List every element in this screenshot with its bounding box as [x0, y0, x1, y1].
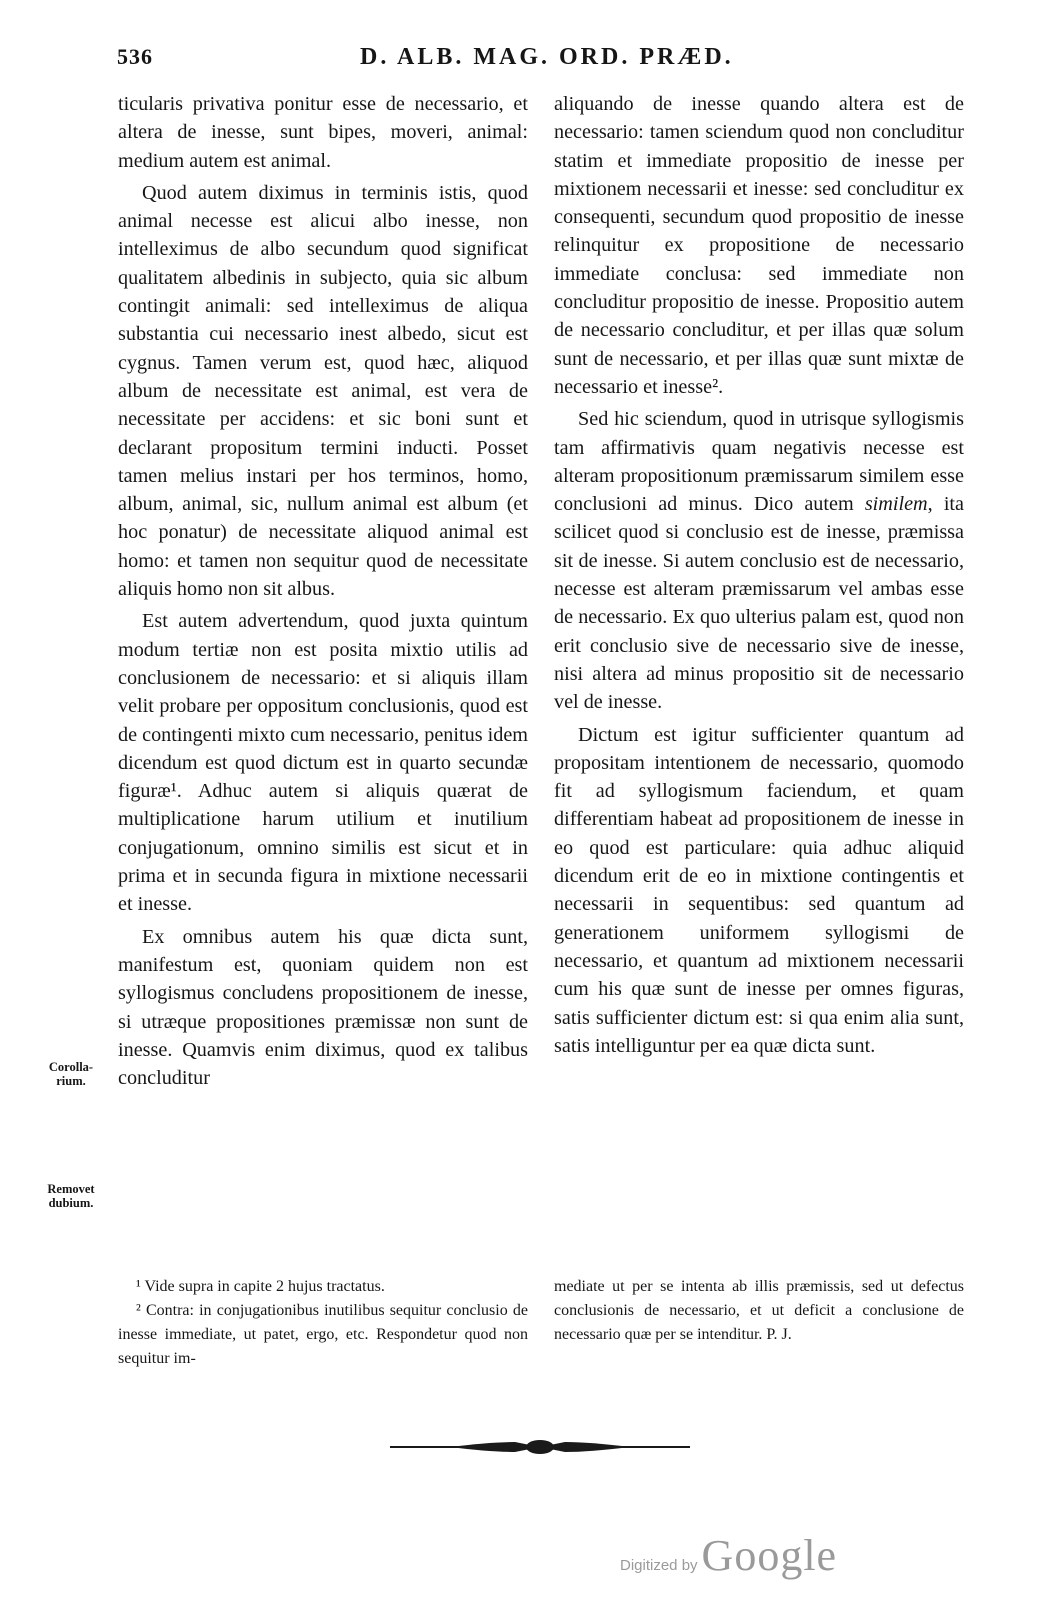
left-paragraph-2: Quod autem diximus in terminis istis, quod animal necesse est alicui albo inesse, non intelleximus de albo secundum quod significat qualitatem albedinis in subjecto, quia sic album contingit animali: sed intelleximus de aliqua substantia cui necessario inest albedo, sicut est cygnus. Tamen verum est, quod hæc, aliquod album de necessitate est animal, est vera de necessitate per accidens: et sic boni sunt et declarant propositum termini inducti. Posset tamen melius instari per hos terminos, homo, album, animal, sic, nullum animal est album (et hoc ponatur) de necessitate aliquod animal est homo: et tamen non sequitur quod de necessitate aliquis homo non sit albus. [118, 181, 528, 601]
left-paragraph-3: Est autem advertendum, quod juxta quintum modum tertiæ non est posita mixtio utilis ad conclusionem de necessario: et si aliquis illam velit probare per oppositum conclusionis, quod est de contingenti mixto cum necessario, penitus idem dicendum est quod dictum est in quarto secundæ figuræ¹. Adhuc autem si aliquis quærat de multiplicatione harum utilium et inutilium conjugationum, omnino similis est sicut et in prima et in secunda figura in mixtione necessarii et inesse. [118, 610, 528, 916]
right-paragraph-2 [554, 405, 964, 716]
google-watermark [620, 1530, 837, 1581]
left-column [118, 90, 528, 1096]
right-column [554, 90, 964, 1064]
right-paragraph-2-text-b: , ita scilicet quod si conclusio est de inesse, præmissa sit de inesse. Si autem conclusio est de necessario, necesse est alteram præmissarum vel ambas esse de necessario. Ex quo ulterius palam est, quod non erit conclusio sive de necessario sive de inesse, nisi altera ad minus propositio sit de necessario vel de inesse. [554, 493, 964, 714]
footnotes-left [118, 1275, 528, 1371]
left-paragraph-4: Ex omnibus autem his quæ dicta sunt, manifestum est, quoniam quidem non est syllogismus concludens propositionem de inesse, si utræque propositiones præmissæ non sunt de inesse. Quamvis enim diximus, quod ex talibus concluditur [118, 925, 528, 1090]
footnote-2-continued: mediate ut per se intenta ab illis præmissis, sed ut defectus conclusionis de necessario, et ut deficit a conclusione de necessario quæ per se intenditur. P. J. [554, 1278, 964, 1343]
footnote-1: ¹ Vide supra in capite 2 hujus tractatus. [136, 1278, 385, 1295]
right-paragraph-1: aliquando de inesse quando altera est de necessario: tamen sciendum quod non concluditur statim et immediate propositio de inesse per mixtionem necessarii et inesse: sed concluditur ex consequenti, secundum quod propositio de inesse relinquitur ex propositione de necessario immediate conclusa: sed immediate non concluditur propositio de inesse. Propositio autem de necessario concluditur, et per illas quæ solum sunt de necessario, et per illas quæ sunt mixtæ de necessario et inesse². [554, 93, 964, 398]
footnote-2: ² Contra: in conjugationibus inutilibus sequitur conclusio de inesse immediate, ut patet, ergo, etc. Respondetur quod non sequitur im- [118, 1302, 528, 1367]
end-ornament [390, 1436, 690, 1458]
page-header [0, 44, 1061, 80]
footnotes-right [554, 1275, 964, 1347]
watermark-small-text: Digitized by [620, 1557, 698, 1574]
right-paragraph-2-text-a: Sed hic sciendum, quod in utrisque syllogismis tam affirmativis quam negativis necesse est alteram propositionum præmissarum similem esse conclusioni ad minus. Dico autem [554, 408, 964, 516]
running-title: D. ALB. MAG. ORD. PRÆD. [360, 44, 734, 70]
right-paragraph-3: Dictum est igitur sufficienter quantum ad propositam intentionem de necessario, quomodo fit ad syllogismum faciendum, et quam differentiam habeat ad propositionem de inesse in eo quod est particulare: quia adhuc aliquid dicendum erit de eo in mixtione contingentis et necessarii in sequentibus: sed quantum ad generationem uniformem syllogismi de necessario, et quantum ad mixtionem necessarii cum his quæ sunt de inesse per omnes figuras, satis sufficienter dictum est: si qua enim alia sunt, satis intelliguntur per ea quæ dicta sunt. [554, 723, 964, 1057]
page-number: 536 [117, 44, 153, 69]
google-logo-text: Google [701, 1531, 838, 1580]
emphasis-similem: similem [864, 493, 928, 516]
left-paragraph-1: ticularis privativa ponitur esse de necessario, et altera de inesse, sunt bipes, moveri, animal: medium autem est animal. [118, 93, 528, 172]
margin-note-corollarium: Corolla-rium. [48, 1060, 94, 1088]
margin-note-removet-dubium: Removet dubium. [47, 1182, 95, 1210]
